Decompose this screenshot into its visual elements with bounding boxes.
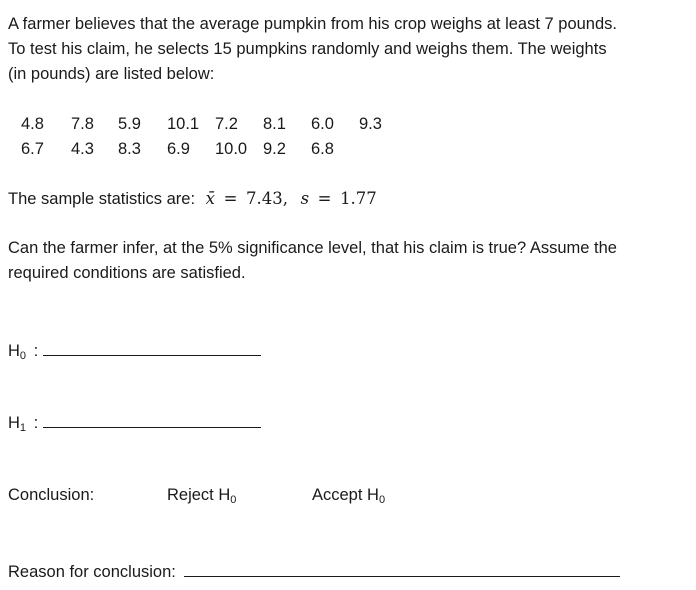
s-symbol: s [300,189,310,208]
data-value: 7.8 [71,115,94,133]
xbar-symbol: x̄ [205,189,215,208]
xbar-value: 7.43, [246,189,288,208]
h1-colon: : [33,414,39,432]
h0-letter: H [8,342,20,360]
question-line-2: required conditions are satisfied. [8,264,246,282]
reason-label: Reason for conclusion: [8,563,176,581]
reject-subscript: 0 [230,494,237,506]
s-value: 1.77 [340,189,377,208]
accept-h0-option[interactable] [312,483,385,508]
data-value: 8.3 [118,140,141,158]
h0-label [8,342,26,360]
data-value: 7.2 [215,115,238,133]
reason-row [8,558,620,585]
equals-sign: = [223,189,238,208]
null-hypothesis-row [8,337,261,364]
data-value: 5.9 [118,115,141,133]
data-value: 10.0 [215,140,248,158]
data-value: 10.1 [167,115,200,133]
data-value: 8.1 [263,115,286,133]
h1-label [8,414,26,432]
question-text [8,236,617,286]
accept-subscript: 0 [378,494,386,506]
equals-sign: = [317,189,332,208]
data-value: 4.8 [21,115,44,133]
data-value: 9.2 [263,140,286,158]
problem-text [8,12,617,87]
data-value: 9.3 [359,115,382,133]
h1-answer-blank[interactable] [43,409,261,428]
data-value: 6.0 [311,115,334,133]
data-value: 6.7 [21,140,44,158]
problem-line-2: To test his claim, he selects 15 pumpkins randomly and weighs them. The weights [8,40,607,58]
accept-text: Accept H [312,486,379,504]
problem-line-3: (in pounds) are listed below: [8,65,215,83]
h0-colon: : [33,342,39,360]
data-value: 6.9 [167,140,190,158]
data-value: 6.8 [311,140,334,158]
data-value: 4.3 [71,140,94,158]
problem-line-1: A farmer believes that the average pumpkin from his crop weighs at least 7 pounds. [8,15,617,33]
stats-prefix: The sample statistics are: [8,190,196,208]
data-row-2 [0,140,696,162]
reject-text: Reject H [167,486,231,504]
alternative-hypothesis-row [8,409,261,436]
h0-subscript: 0 [19,350,27,362]
h1-subscript: 1 [19,422,27,434]
h0-answer-blank[interactable] [43,337,261,356]
reject-h0-option[interactable] [167,483,236,508]
sample-statistics [8,186,377,212]
conclusion-label: Conclusion: [8,486,95,504]
data-row-1 [0,115,696,137]
h1-letter: H [8,414,20,432]
reason-answer-blank[interactable] [184,558,620,577]
question-line-1: Can the farmer infer, at the 5% significance level, that his claim is true? Assume the [8,239,617,257]
